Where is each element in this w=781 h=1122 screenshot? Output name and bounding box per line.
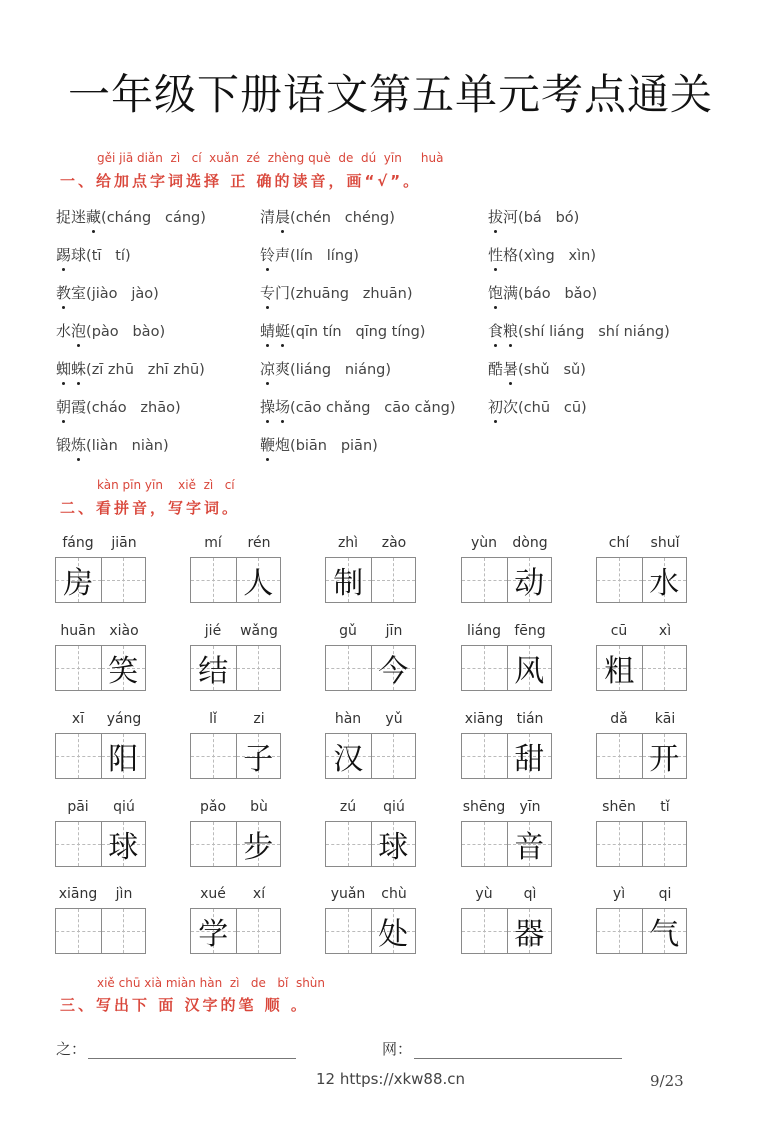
tian-grid <box>190 821 281 867</box>
word-char: 霞 <box>71 398 87 416</box>
pinyin-syllable: mí <box>204 535 222 551</box>
given-character: 制 <box>333 566 364 601</box>
given-character <box>102 909 146 953</box>
pronunciation-item <box>260 206 395 228</box>
writing-cell[interactable] <box>191 822 236 866</box>
tian-grid <box>461 908 552 954</box>
word-char: 操 <box>260 398 276 416</box>
writing-cell[interactable] <box>236 909 281 953</box>
given-character: 音 <box>514 830 545 865</box>
pinyin-options[interactable]: (chū cū) <box>518 400 587 416</box>
writing-cell[interactable] <box>642 822 687 866</box>
pronunciation-item <box>488 358 586 380</box>
pinyin-label <box>596 623 688 641</box>
tian-grid <box>461 645 552 691</box>
writing-cell[interactable] <box>597 734 642 778</box>
pinyin-syllable: huān <box>60 623 96 639</box>
tian-grid <box>325 733 416 779</box>
given-character <box>326 646 371 690</box>
pinyin-label <box>55 535 147 553</box>
writing-cell[interactable] <box>507 909 552 953</box>
word-char: 暑 <box>503 360 519 378</box>
given-character: 阳 <box>108 742 139 777</box>
word-char: 爽 <box>275 360 291 378</box>
pinyin-syllable: zào <box>381 535 407 551</box>
pinyin-options[interactable]: (liáng niáng) <box>290 362 392 378</box>
word-char: 迷 <box>71 208 87 226</box>
given-character: 处 <box>378 917 409 952</box>
pinyin-label <box>596 886 688 904</box>
word-char: 锻 <box>56 436 72 454</box>
word-char: 门 <box>275 284 291 302</box>
pinyin-syllable: xì <box>658 623 672 639</box>
answer-line[interactable] <box>88 1042 296 1059</box>
given-character: 球 <box>108 830 139 865</box>
pinyin-syllable: jiān <box>111 535 137 551</box>
writing-cell[interactable] <box>507 558 552 602</box>
pinyin-syllable: zi <box>253 711 265 727</box>
page-title: 一年级下册语文第五单元考点通关 <box>67 70 713 119</box>
tian-grid <box>461 821 552 867</box>
writing-cell[interactable] <box>236 734 281 778</box>
tian-grid <box>325 821 416 867</box>
writing-cell[interactable] <box>371 558 416 602</box>
writing-cell[interactable] <box>507 734 552 778</box>
word-char: 饱 <box>488 284 504 302</box>
pinyin-options[interactable]: (lín líng) <box>290 248 359 264</box>
pinyin-syllable: qiú <box>113 799 135 815</box>
pronunciation-item <box>56 206 206 228</box>
pinyin-syllable: liáng <box>466 623 502 639</box>
given-character <box>237 646 281 690</box>
pinyin-syllable: yīn <box>519 799 541 815</box>
given-character <box>372 558 416 602</box>
given-character <box>56 909 101 953</box>
pinyin-syllable: yù <box>475 886 493 902</box>
writing-cell[interactable] <box>371 822 416 866</box>
pinyin-label <box>325 535 417 553</box>
pinyin-label <box>190 711 282 729</box>
pinyin-syllable: kāi <box>654 711 676 727</box>
pinyin-options[interactable]: (zī zhū zhī zhū) <box>86 362 205 378</box>
tian-grid <box>55 908 146 954</box>
pinyin-syllable: rén <box>247 535 271 551</box>
word-char: 踢 <box>56 246 72 264</box>
pinyin-syllable: jìn <box>115 886 133 902</box>
pinyin-options[interactable]: (zhuāng zhuān) <box>290 286 413 302</box>
pinyin-options[interactable]: (shí liáng shí niáng) <box>518 324 670 340</box>
tian-grid <box>325 908 416 954</box>
pinyin-label <box>461 886 553 904</box>
given-character <box>56 646 101 690</box>
writing-cell[interactable] <box>642 646 687 690</box>
pinyin-syllable: xiāng <box>58 886 98 902</box>
writing-cell[interactable] <box>507 822 552 866</box>
pinyin-syllable: xī <box>71 711 85 727</box>
pinyin-label <box>55 799 147 817</box>
word-char: 蜓 <box>275 322 291 340</box>
tian-grid <box>190 733 281 779</box>
writing-cell[interactable] <box>101 734 146 778</box>
writing-cell[interactable] <box>56 822 101 866</box>
given-character <box>191 558 236 602</box>
writing-cell[interactable] <box>326 646 371 690</box>
word-char: 炮 <box>275 436 291 454</box>
pinyin-options[interactable]: (báo bǎo) <box>518 286 598 302</box>
pinyin-syllable: jié <box>204 623 222 639</box>
pinyin-syllable: jīn <box>385 623 403 639</box>
answer-line[interactable] <box>414 1042 622 1059</box>
pinyin-options[interactable]: (tī tí) <box>86 248 131 264</box>
word-char: 蜻 <box>260 322 276 340</box>
tian-grid <box>190 557 281 603</box>
pinyin-syllable: tǐ <box>660 799 670 815</box>
given-character: 球 <box>378 830 409 865</box>
pinyin-label <box>461 799 553 817</box>
pinyin-options[interactable]: (pào bào) <box>86 324 166 340</box>
word-char: 水 <box>56 322 72 340</box>
pinyin-syllable: bù <box>250 799 268 815</box>
pinyin-syllable: fáng <box>62 535 94 551</box>
writing-cell[interactable] <box>101 646 146 690</box>
pinyin-syllable: pǎo <box>199 799 227 815</box>
writing-cell[interactable] <box>191 646 236 690</box>
pinyin-options[interactable]: (qīn tín qīng tíng) <box>290 324 426 340</box>
pinyin-syllable: qi <box>658 886 672 902</box>
pinyin-label <box>325 711 417 729</box>
pinyin-label <box>55 711 147 729</box>
given-character <box>191 822 236 866</box>
pinyin-syllable: yuǎn <box>330 886 366 902</box>
writing-cell[interactable] <box>326 909 371 953</box>
pronunciation-item <box>56 320 165 342</box>
pinyin-syllable: xiào <box>109 623 139 639</box>
pronunciation-item <box>260 320 425 342</box>
tian-grid <box>596 908 687 954</box>
writing-cell[interactable] <box>462 909 507 953</box>
given-character <box>597 734 642 778</box>
word-char: 场 <box>275 398 291 416</box>
footer-url: 12 https://xkw88.cn <box>315 1070 466 1088</box>
tian-grid <box>55 733 146 779</box>
word-char: 教 <box>56 284 72 302</box>
word-char: 次 <box>503 398 519 416</box>
pinyin-options[interactable]: (jiào jào) <box>86 286 159 302</box>
writing-cell[interactable] <box>597 558 642 602</box>
given-character: 人 <box>243 566 274 601</box>
pinyin-syllable: lǐ <box>209 711 217 727</box>
pinyin-syllable: shēn <box>602 799 636 815</box>
pinyin-syllable: chí <box>608 535 630 551</box>
field-label: 网： <box>382 1040 413 1058</box>
pinyin-syllable: dòng <box>512 535 548 551</box>
given-character: 学 <box>198 917 229 952</box>
pinyin-syllable: yáng <box>106 711 142 727</box>
pronunciation-item <box>488 244 596 266</box>
tian-grid <box>55 557 146 603</box>
given-character <box>372 734 416 778</box>
pinyin-options[interactable]: (cháng cáng) <box>101 210 206 226</box>
word-char: 初 <box>488 398 504 416</box>
word-char: 蜘 <box>56 360 72 378</box>
pinyin-options[interactable]: (liàn niàn) <box>86 438 169 454</box>
pinyin-options[interactable]: (xìng xìn) <box>518 248 596 264</box>
pronunciation-item <box>56 358 205 380</box>
given-character <box>191 734 236 778</box>
given-character: 汉 <box>333 742 364 777</box>
writing-cell[interactable] <box>191 558 236 602</box>
pronunciation-item <box>260 396 456 418</box>
writing-cell[interactable] <box>236 558 281 602</box>
pinyin-options[interactable]: (biān piān) <box>290 438 378 454</box>
writing-cell[interactable] <box>101 909 146 953</box>
word-char: 清 <box>260 208 276 226</box>
word-char: 泡 <box>71 322 87 340</box>
word-char: 性 <box>488 246 504 264</box>
word-char: 球 <box>71 246 87 264</box>
section3-heading: 三、写出下 面 汉字的笔 顺 。 <box>60 996 309 1014</box>
pinyin-syllable: yì <box>612 886 626 902</box>
word-char: 河 <box>503 208 519 226</box>
pinyin-syllable: qì <box>523 886 537 902</box>
pinyin-syllable: zhì <box>337 535 359 551</box>
tian-grid <box>325 557 416 603</box>
writing-cell[interactable] <box>56 646 101 690</box>
word-char: 晨 <box>275 208 291 226</box>
word-char: 食 <box>488 322 504 340</box>
section1-heading: 一、给加点字词选择 正 确的读音，画“√”。 <box>60 172 422 190</box>
given-character: 动 <box>514 566 545 601</box>
pronunciation-item <box>56 244 131 266</box>
word-char: 室 <box>71 284 87 302</box>
pinyin-label <box>596 711 688 729</box>
pinyin-label <box>55 886 147 904</box>
given-character: 器 <box>514 917 545 952</box>
writing-cell[interactable] <box>462 822 507 866</box>
pinyin-options[interactable]: (chén chéng) <box>290 210 395 226</box>
pronunciation-item <box>488 206 579 228</box>
given-character: 甜 <box>514 742 545 777</box>
pinyin-label <box>55 623 147 641</box>
page-number: 9/23 <box>650 1072 684 1090</box>
pinyin-syllable: dǎ <box>610 711 628 727</box>
pronunciation-item <box>260 358 391 380</box>
writing-cell[interactable] <box>642 558 687 602</box>
pinyin-syllable: cū <box>610 623 628 639</box>
writing-cell[interactable] <box>597 646 642 690</box>
pinyin-syllable: gǔ <box>339 623 357 639</box>
writing-cell[interactable] <box>371 646 416 690</box>
given-character: 粗 <box>604 654 635 689</box>
pinyin-options[interactable]: (cháo zhāo) <box>86 400 181 416</box>
pronunciation-item <box>56 396 181 418</box>
pinyin-syllable: qiú <box>383 799 405 815</box>
pinyin-syllable: fēng <box>514 623 546 639</box>
word-char: 拔 <box>488 208 504 226</box>
word-char: 鞭 <box>260 436 276 454</box>
given-character <box>462 822 507 866</box>
given-character: 步 <box>243 830 274 865</box>
pinyin-syllable: wǎng <box>240 623 278 639</box>
pinyin-label <box>325 799 417 817</box>
given-character: 开 <box>649 742 680 777</box>
tian-grid <box>325 645 416 691</box>
given-character <box>643 646 687 690</box>
given-character <box>56 822 101 866</box>
writing-cell[interactable] <box>326 734 371 778</box>
writing-cell[interactable] <box>642 909 687 953</box>
word-char: 藏 <box>86 208 102 226</box>
writing-cell[interactable] <box>371 734 416 778</box>
given-character: 气 <box>649 917 680 952</box>
pinyin-syllable: yùn <box>470 535 498 551</box>
pinyin-syllable: pāi <box>67 799 89 815</box>
given-character <box>237 909 281 953</box>
tian-grid <box>596 645 687 691</box>
given-character: 风 <box>514 654 545 689</box>
pronunciation-item <box>56 282 159 304</box>
writing-cell[interactable] <box>101 558 146 602</box>
writing-cell[interactable] <box>56 558 101 602</box>
writing-cell[interactable] <box>236 646 281 690</box>
given-character <box>643 822 687 866</box>
given-character: 水 <box>649 566 680 601</box>
pronunciation-item <box>488 320 670 342</box>
given-character <box>102 558 146 602</box>
word-char: 蛛 <box>71 360 87 378</box>
section2-pinyin: kàn pīn yīn xiě zì cí <box>97 478 235 492</box>
word-char: 格 <box>503 246 519 264</box>
pinyin-options[interactable]: (bá bó) <box>518 210 580 226</box>
field-label: 之： <box>56 1040 87 1058</box>
writing-cell[interactable] <box>507 646 552 690</box>
given-character <box>597 558 642 602</box>
pronunciation-item <box>260 282 413 304</box>
section1-pinyin: gěi jiā diǎn zì cí xuǎn zé zhèng què de dú yīn huà <box>97 151 444 165</box>
writing-cell[interactable] <box>191 734 236 778</box>
pinyin-syllable: shēng <box>462 799 506 815</box>
tian-grid <box>55 821 146 867</box>
given-character <box>597 909 642 953</box>
pinyin-label <box>190 535 282 553</box>
writing-cell[interactable] <box>56 909 101 953</box>
writing-cell[interactable] <box>236 822 281 866</box>
word-char: 铃 <box>260 246 276 264</box>
writing-cell[interactable] <box>326 558 371 602</box>
pinyin-label <box>461 535 553 553</box>
tian-grid <box>596 557 687 603</box>
section2-heading: 二、看拼音，写字词。 <box>60 499 241 517</box>
pinyin-syllable: xí <box>252 886 266 902</box>
given-character <box>56 734 101 778</box>
word-char: 朝 <box>56 398 72 416</box>
given-character <box>462 734 507 778</box>
writing-cell[interactable] <box>56 734 101 778</box>
pinyin-label <box>190 886 282 904</box>
stroke-order-field-zhi[interactable] <box>56 1038 296 1059</box>
writing-cell[interactable] <box>597 909 642 953</box>
given-character: 今 <box>378 654 409 689</box>
pinyin-label <box>596 535 688 553</box>
pinyin-label <box>461 623 553 641</box>
pinyin-syllable: tián <box>516 711 544 727</box>
writing-cell[interactable] <box>462 558 507 602</box>
pinyin-label <box>596 799 688 817</box>
pinyin-syllable: zú <box>339 799 357 815</box>
tian-grid <box>596 733 687 779</box>
writing-cell[interactable] <box>462 734 507 778</box>
pinyin-syllable: shuǐ <box>650 535 680 551</box>
given-character: 房 <box>63 566 94 601</box>
given-character <box>597 822 642 866</box>
writing-cell[interactable] <box>326 822 371 866</box>
given-character <box>462 646 507 690</box>
given-character <box>326 909 371 953</box>
tian-grid <box>55 645 146 691</box>
section3-pinyin: xiě chū xià miàn hàn zì de bǐ shùn <box>97 976 326 990</box>
tian-grid <box>461 733 552 779</box>
pronunciation-item <box>260 434 378 456</box>
word-char: 酷 <box>488 360 504 378</box>
pinyin-options[interactable]: (shǔ sǔ) <box>518 362 586 378</box>
pinyin-label <box>190 799 282 817</box>
pinyin-options[interactable]: (cāo chǎng cāo cǎng) <box>290 400 456 416</box>
pronunciation-item <box>488 396 587 418</box>
word-char: 粮 <box>503 322 519 340</box>
pronunciation-item <box>56 434 169 456</box>
given-character <box>326 822 371 866</box>
pinyin-label <box>325 623 417 641</box>
pinyin-label <box>325 886 417 904</box>
pinyin-syllable: yǔ <box>385 711 403 727</box>
tian-grid <box>190 645 281 691</box>
tian-grid <box>596 821 687 867</box>
word-char: 凉 <box>260 360 276 378</box>
pinyin-label <box>461 711 553 729</box>
given-character: 笑 <box>108 654 139 689</box>
stroke-order-field-wang[interactable] <box>382 1038 622 1059</box>
writing-cell[interactable] <box>371 909 416 953</box>
word-char: 专 <box>260 284 276 302</box>
writing-cell[interactable] <box>597 822 642 866</box>
pinyin-syllable: xué <box>200 886 226 902</box>
given-character: 子 <box>243 742 274 777</box>
pronunciation-item <box>260 244 359 266</box>
writing-cell[interactable] <box>191 909 236 953</box>
given-character: 结 <box>198 654 229 689</box>
word-char: 满 <box>503 284 519 302</box>
word-char: 炼 <box>71 436 87 454</box>
tian-grid <box>461 557 552 603</box>
writing-cell[interactable] <box>642 734 687 778</box>
writing-cell[interactable] <box>462 646 507 690</box>
pinyin-label <box>190 623 282 641</box>
pinyin-syllable: chù <box>381 886 407 902</box>
given-character <box>462 909 507 953</box>
tian-grid <box>190 908 281 954</box>
pinyin-syllable: hàn <box>334 711 362 727</box>
pronunciation-item <box>488 282 597 304</box>
word-char: 捉 <box>56 208 72 226</box>
writing-cell[interactable] <box>101 822 146 866</box>
word-char: 声 <box>275 246 291 264</box>
pinyin-syllable: xiāng <box>464 711 504 727</box>
given-character <box>462 558 507 602</box>
